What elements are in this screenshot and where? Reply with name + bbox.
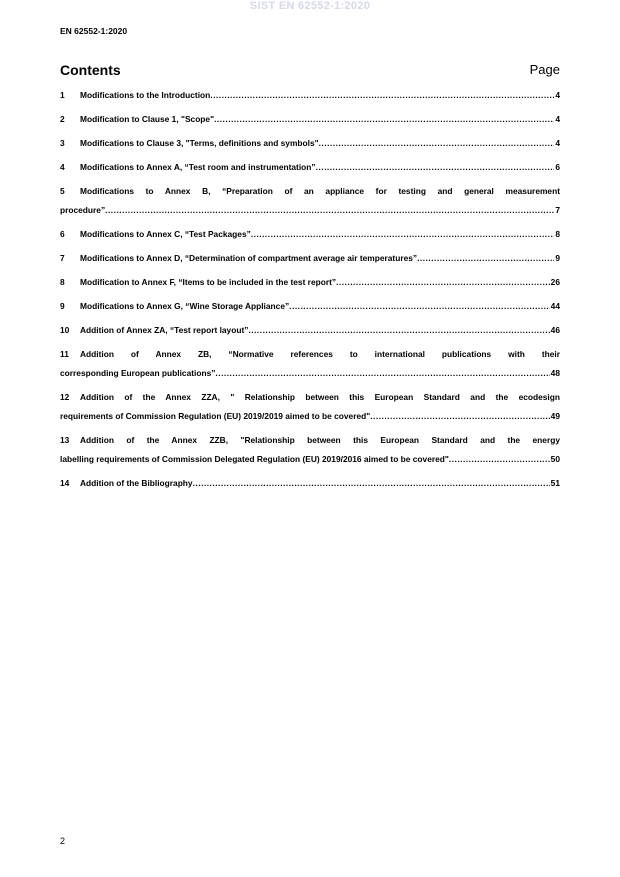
toc-entry-title: Modification to Annex F, “Items to be included in the test report” bbox=[80, 277, 337, 287]
toc-entry-number: 4 bbox=[60, 162, 65, 172]
toc-entry-page: 50 bbox=[550, 454, 560, 464]
toc-leader bbox=[316, 158, 555, 177]
toc-entry-number: 6 bbox=[60, 229, 65, 239]
toc-leader bbox=[251, 225, 555, 244]
toc-entry-title: Addition of Annex ZA, “Test report layout” bbox=[80, 325, 249, 335]
toc-leader bbox=[214, 110, 554, 129]
toc-entry-title: Modifications to Annex D, “Determination of compartment average air temperatures” bbox=[80, 253, 418, 263]
toc-entry[interactable] bbox=[60, 134, 560, 153]
toc-entry-title-line1: Addition of the Annex ZZA, " Relationship between this European Standard and the ecodesign bbox=[80, 392, 560, 402]
toc-entry[interactable] bbox=[60, 110, 560, 129]
toc-header bbox=[60, 62, 560, 80]
toc-entry[interactable] bbox=[60, 474, 560, 493]
toc-entry[interactable] bbox=[60, 225, 560, 244]
toc-leader bbox=[417, 249, 554, 268]
toc-entry-number: 14 bbox=[60, 478, 70, 488]
toc-entry-title-line2: labelling requirements of Commission Delegated Regulation (EU) 2019/2016 aimed to be covered" bbox=[60, 454, 449, 464]
toc-entry-page: 49 bbox=[550, 411, 560, 421]
toc-entry-page: 26 bbox=[550, 277, 560, 287]
toc-entry-title: Addition of the Bibliography bbox=[80, 478, 193, 488]
toc-entry-title-line2: requirements of Commission Regulation (EU) 2019/2019 aimed to be covered" bbox=[60, 411, 371, 421]
toc-leader bbox=[319, 134, 555, 153]
toc-leader bbox=[336, 273, 550, 292]
toc-leader bbox=[215, 364, 549, 383]
toc-leader bbox=[248, 321, 549, 340]
toc-entry-number: 1 bbox=[60, 90, 65, 100]
toc-entry-title: Modifications to Clause 3, "Terms, definitions and symbols" bbox=[80, 138, 319, 148]
toc-leader bbox=[370, 407, 549, 426]
toc-entry[interactable] bbox=[60, 431, 560, 469]
toc-entry-title-line2: corresponding European publications” bbox=[60, 368, 216, 378]
toc-entry-number: 11 bbox=[60, 349, 69, 359]
toc-entry-page: 46 bbox=[550, 325, 560, 335]
toc-entry-number: 8 bbox=[60, 277, 65, 287]
toc-entry-title-line2: procedure” bbox=[60, 205, 106, 215]
toc-entry-page: 51 bbox=[550, 478, 560, 488]
toc-entry[interactable] bbox=[60, 249, 560, 268]
table-of-contents bbox=[60, 86, 560, 493]
toc-leader bbox=[193, 474, 550, 493]
toc-leader bbox=[210, 86, 554, 105]
toc-entry[interactable] bbox=[60, 345, 560, 383]
toc-entry-page: 7 bbox=[555, 205, 560, 215]
toc-entry-number: 2 bbox=[60, 114, 65, 124]
toc-entry[interactable] bbox=[60, 182, 560, 220]
toc-entry-title: Modifications to Annex A, “Test room and instrumentation” bbox=[80, 162, 316, 172]
toc-leader bbox=[289, 297, 550, 316]
toc-entry-number: 12 bbox=[60, 392, 70, 402]
page-number: 2 bbox=[60, 836, 66, 846]
toc-entry[interactable] bbox=[60, 388, 560, 426]
toc-entry-title: Modification to Clause 1, "Scope" bbox=[80, 114, 215, 124]
toc-entry[interactable] bbox=[60, 321, 560, 340]
toc-entry[interactable] bbox=[60, 297, 560, 316]
toc-entry-number: 3 bbox=[60, 138, 65, 148]
toc-entry-page: 44 bbox=[550, 301, 560, 311]
toc-entry-page: 4 bbox=[555, 138, 560, 148]
toc-entry-title: Modifications to Annex C, “Test Packages” bbox=[80, 229, 251, 239]
toc-entry-page: 8 bbox=[555, 229, 560, 239]
watermark: SIST EN 62552-1:2020 bbox=[249, 0, 371, 12]
toc-entry-title: Modifications to the Introduction bbox=[80, 90, 211, 100]
toc-entry-page: 4 bbox=[555, 114, 560, 124]
toc-entry-page: 6 bbox=[555, 162, 560, 172]
toc-entry[interactable] bbox=[60, 158, 560, 177]
toc-entry-number: 13 bbox=[60, 435, 70, 445]
document-id: EN 62552-1:2020 bbox=[60, 26, 128, 36]
toc-leader bbox=[449, 450, 550, 469]
toc-entry-page: 48 bbox=[550, 368, 560, 378]
toc-entry-page: 4 bbox=[555, 90, 560, 100]
toc-entry-title-line1: Modifications to Annex B, “Preparation of an appliance for testing and general measurement bbox=[80, 186, 560, 196]
toc-entry[interactable] bbox=[60, 273, 560, 292]
toc-entry-number: 5 bbox=[60, 186, 65, 196]
toc-entry-title-line1: Addition of Annex ZB, “Normative references to international publications with their bbox=[80, 349, 560, 359]
toc-entry-title: Modifications to Annex G, “Wine Storage Appliance” bbox=[80, 301, 290, 311]
toc-entry[interactable] bbox=[60, 86, 560, 105]
toc-entry-page: 9 bbox=[555, 253, 560, 263]
toc-entry-number: 9 bbox=[60, 301, 65, 311]
toc-leader bbox=[105, 201, 554, 220]
page-column-label: Page bbox=[529, 62, 560, 77]
toc-entry-title-line1: Addition of the Annex ZZB, "Relationship between this European Standard and the energy bbox=[80, 435, 560, 445]
contents-heading: Contents bbox=[60, 62, 121, 78]
toc-entry-number: 7 bbox=[60, 253, 65, 263]
toc-entry-number: 10 bbox=[60, 325, 70, 335]
